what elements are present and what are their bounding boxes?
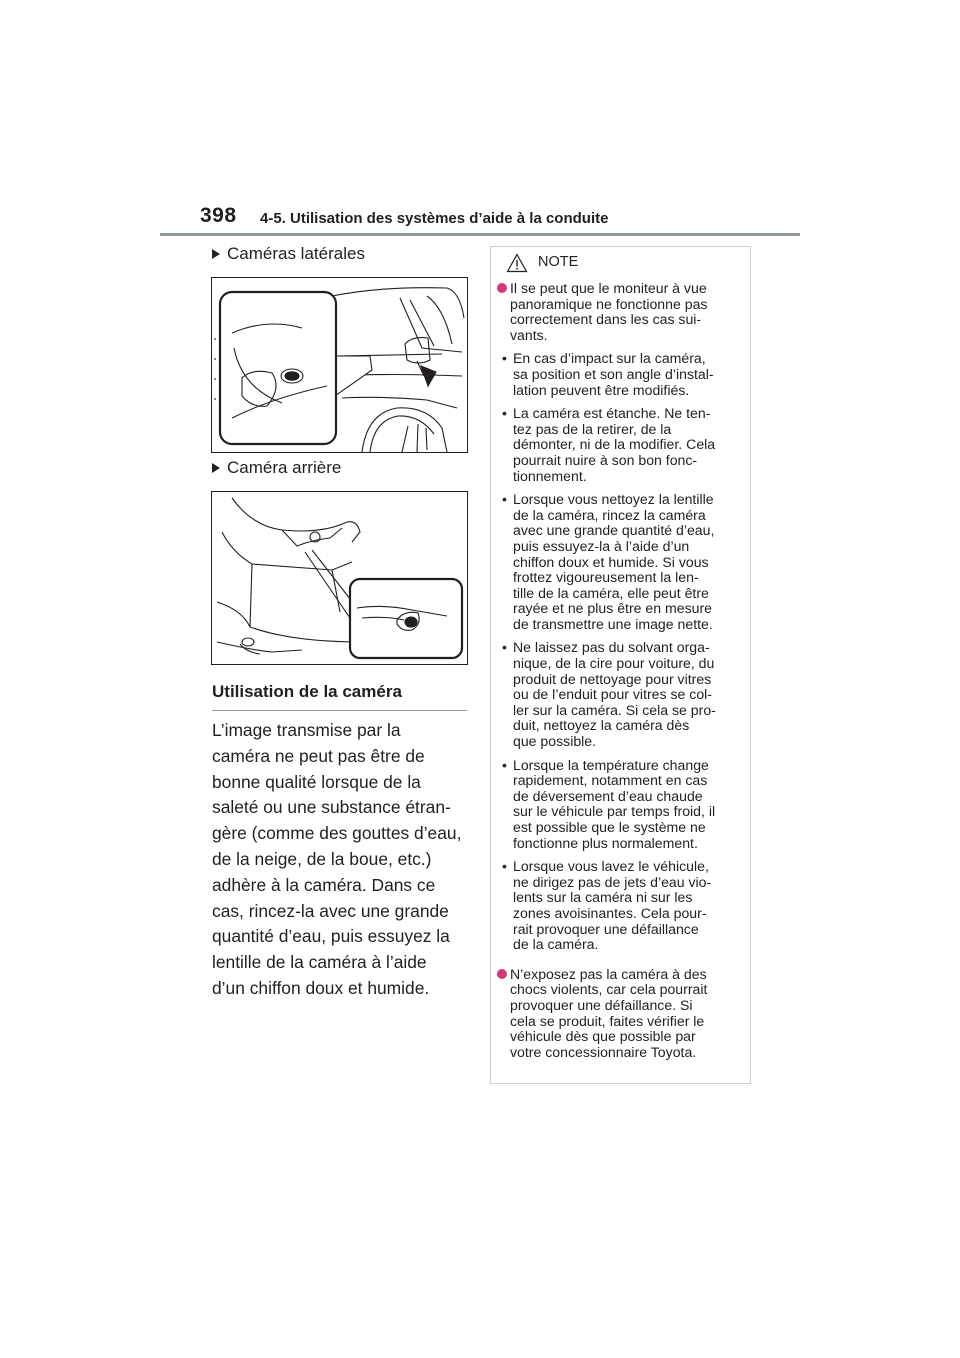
note-line: que possible. — [513, 733, 597, 750]
note-line: Lorsque vous nettoyez la lentille — [513, 491, 714, 508]
note-line: frottez vigoureusement la len- — [513, 569, 699, 586]
side-cameras-heading — [212, 244, 365, 264]
side-cameras-label: Caméras latérales — [227, 244, 365, 263]
note-bullet — [497, 351, 747, 398]
note-line: Il se peut que le moniteur à vue — [510, 280, 707, 296]
note-line: véhicule dès que possible par — [510, 1028, 696, 1045]
note-line: de la caméra, rincez la caméra — [513, 506, 706, 523]
note-line: tille de la caméra, elle peut être — [513, 584, 709, 601]
note-bullet — [497, 406, 747, 484]
bullet-mark: • — [502, 639, 507, 656]
section-rule — [212, 710, 467, 711]
note-line: rayée et ne plus être en mesure — [513, 600, 712, 617]
note-line: N’exposez pas la caméra à des — [510, 965, 707, 982]
note-line: chocs violents, car cela pourrait — [510, 981, 708, 998]
body-line: gère (comme des gouttes d’eau, — [212, 823, 462, 844]
note-line: avec une grande quantité d’eau, — [513, 522, 715, 539]
note-line: nique, de la cire pour voiture, du — [513, 655, 715, 672]
triangle-marker-icon — [212, 249, 220, 259]
note-line: tez pas de la retirer, de la — [513, 420, 672, 437]
note-line: sa position et son angle d’instal- — [513, 365, 714, 382]
note-line: panoramique ne fonctionne pas — [510, 295, 708, 312]
note-bullet — [497, 758, 747, 852]
body-line: adhère à la caméra. Dans ce — [212, 874, 436, 895]
note-line: rapidement, notamment en cas — [513, 772, 708, 789]
body-line: L’image transmise par la — [212, 720, 401, 740]
note-paragraph — [497, 967, 747, 1061]
page-number: 398 — [200, 204, 237, 227]
note-line: produit de nettoyage pour vitres — [513, 670, 712, 687]
note-line: votre concessionnaire Toyota. — [510, 1043, 697, 1060]
note-line: ou de l’enduit pour vitres se col- — [513, 686, 712, 703]
note-line: démonter, ni de la modifier. Cela — [513, 436, 716, 453]
note-bullet — [497, 859, 747, 953]
note-line: lents sur la caméra ni sur les — [513, 889, 693, 906]
body-line: caméra ne peut pas être de — [212, 745, 425, 766]
note-line: correctement dans les cas sui- — [510, 311, 702, 328]
body-line: cas, rincez-la avec une grande — [212, 900, 449, 921]
rear-camera-illustration — [211, 491, 468, 665]
bullet-dot-icon — [497, 283, 507, 293]
note-line: chiffon doux et humide. Si vous — [513, 553, 709, 570]
note-line: de transmettre une image nette. — [513, 615, 713, 632]
note-line: duit, nettoyez la caméra dès — [513, 717, 690, 734]
note-line: La caméra est étanche. Ne ten- — [513, 405, 711, 422]
note-body — [497, 281, 747, 1068]
note-line: Lorsque la température change — [513, 756, 709, 773]
bullet-mark: • — [502, 405, 507, 422]
warning-triangle-icon — [506, 253, 528, 273]
note-line: Ne laissez pas du solvant orga- — [513, 639, 710, 656]
triangle-marker-icon — [212, 463, 220, 473]
body-line: d’un chiffon doux et humide. — [212, 977, 430, 998]
body-line: bonne qualité lorsque de la — [212, 771, 421, 792]
note-header — [491, 247, 750, 277]
bullet-mark: • — [502, 350, 507, 367]
note-line: Lorsque vous lavez le véhicule, — [513, 858, 709, 875]
section-title: Utilisation de la caméra — [212, 682, 402, 701]
note-line: tionnement. — [513, 467, 587, 484]
note-bullet — [497, 640, 747, 749]
note-line: vants. — [510, 326, 548, 343]
bullet-mark: • — [502, 491, 507, 508]
note-box — [490, 246, 751, 1084]
note-line: est possible que le système ne — [513, 819, 706, 835]
body-paragraph — [212, 718, 470, 1002]
note-line: sur le véhicule par temps froid, il — [513, 803, 716, 820]
chapter-title: 4-5. Utilisation des systèmes d’aide à la conduite — [260, 210, 609, 227]
side-camera-illustration — [211, 277, 468, 453]
note-paragraph — [497, 281, 747, 343]
note-title: NOTE — [538, 254, 579, 270]
note-bullet — [497, 492, 747, 632]
note-line: de déversement d’eau chaude — [513, 787, 703, 804]
rear-camera-label: Caméra arrière — [227, 458, 342, 477]
note-line: zones avoisinantes. Cela pour- — [513, 904, 707, 921]
body-line: lentille de la caméra à l’aide — [212, 952, 427, 973]
note-line: En cas d’impact sur la caméra, — [513, 350, 706, 367]
note-line: ler sur la caméra. Si cela se pro- — [513, 701, 716, 718]
body-line: de la neige, de la boue, etc.) — [212, 848, 432, 869]
note-line: provoquer une défaillance. Si — [510, 996, 693, 1013]
note-line: rait provoquer une défaillance — [513, 920, 699, 937]
rear-camera-heading — [212, 458, 341, 478]
header-rule — [160, 233, 800, 236]
body-line: quantité d’eau, puis essuyez la — [212, 926, 450, 947]
note-line: cela se produit, faites vérifier le — [510, 1012, 705, 1029]
note-line: fonctionne plus normalement. — [513, 834, 698, 851]
note-line: de la caméra. — [513, 936, 599, 953]
bullet-mark: • — [502, 756, 507, 773]
note-line: pourrait nuire à son bon fonc- — [513, 451, 698, 468]
bullet-mark: • — [502, 858, 507, 875]
bullet-dot-icon — [497, 969, 507, 979]
body-line: saleté ou une substance étran- — [212, 797, 451, 818]
note-line: lation peuvent être modifiés. — [513, 381, 690, 398]
note-line: puis essuyez-la à l’aide d’un — [513, 537, 690, 554]
note-line: ne dirigez pas de jets d’eau vio- — [513, 873, 712, 890]
page-header — [160, 204, 800, 234]
